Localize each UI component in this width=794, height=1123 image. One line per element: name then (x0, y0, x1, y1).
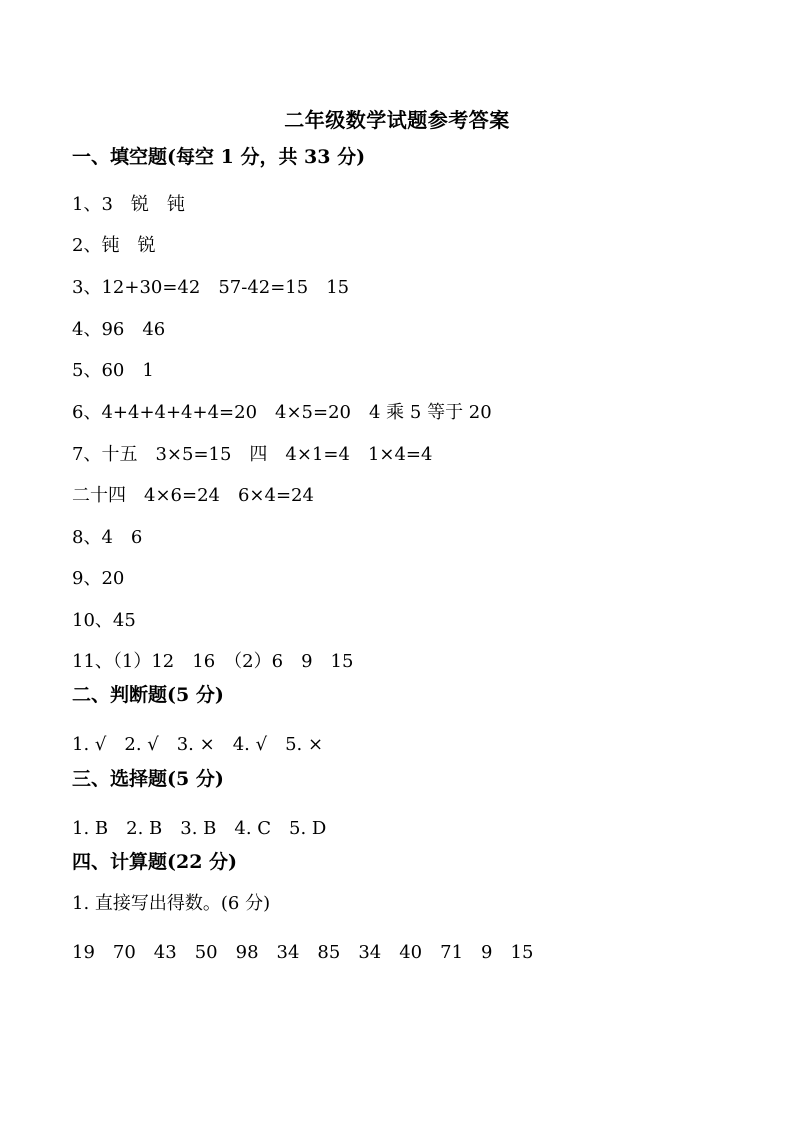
answer-line: 8、4 6 (72, 527, 143, 548)
section-heading-true-false: 二、判断题(5 分) (72, 684, 224, 706)
answer-line: 2、钝 锐 (72, 235, 156, 256)
answer-line: 10、45 (72, 610, 136, 631)
section-heading-fill-in-blanks: 一、填空题(每空 1 分，共 33 分) (72, 146, 366, 168)
answer-line: 3、12+30=42 57-42=15 15 (72, 277, 350, 298)
answer-line: 7、十五 3×5=15 四 4×1=4 1×4=4 (72, 444, 433, 465)
answer-line: 1. B 2. B 3. B 4. C 5. D (72, 818, 327, 839)
answer-line: 1、3 锐 钝 (72, 194, 185, 215)
answer-line: 二十四 4×6=24 6×4=24 (72, 485, 314, 506)
answer-line: 9、20 (72, 568, 125, 589)
answer-line: 11、（1）12 16 （2）6 9 15 (72, 651, 354, 672)
page-title: 二年级数学试题参考答案 (284, 108, 510, 132)
answer-line: 4、96 46 (72, 319, 166, 340)
section-heading-multiple-choice: 三、选择题(5 分) (72, 768, 224, 790)
answer-line: 5、60 1 (72, 360, 154, 381)
answer-line: 19 70 43 50 98 34 85 34 40 71 9 15 (72, 942, 534, 963)
section-heading-calculation: 四、计算题(22 分) (72, 851, 238, 873)
answer-line: 1. 直接写出得数。(6 分) (72, 893, 271, 914)
answer-line: 1. √ 2. √ 3. × 4. √ 5. × (72, 734, 324, 755)
answer-line: 6、4+4+4+4+4=20 4×5=20 4 乘 5 等于 20 (72, 402, 492, 423)
